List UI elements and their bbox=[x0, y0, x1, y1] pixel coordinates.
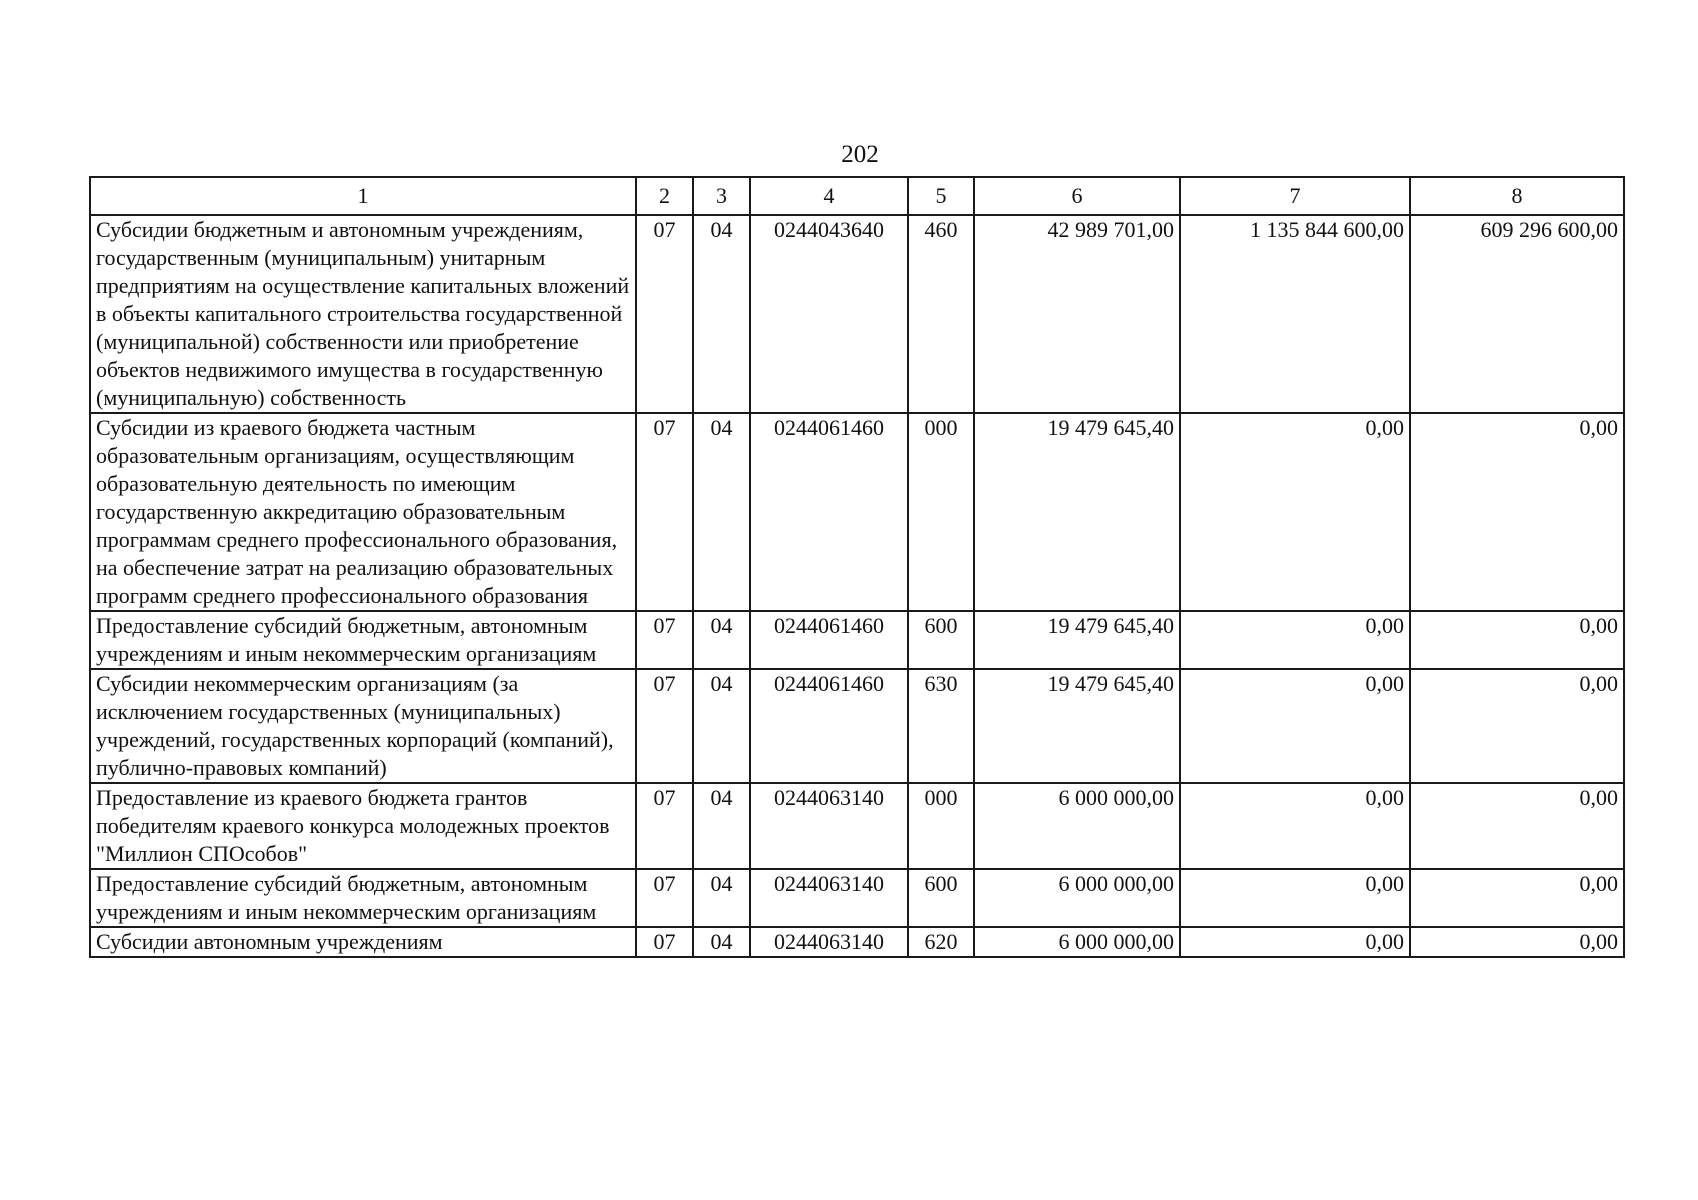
table-row bbox=[90, 215, 1624, 413]
table-row bbox=[90, 927, 1624, 957]
row-name: Субсидии бюджетным и автономным учреждениям, государственным (муниципальным) унитарным предприятиям на осуществление капитальных вложений в объекты капитального строительства государственной (муниципальной) собственности или приобретение объектов недвижимого имущества в государственную (муниципальную) собственность bbox=[90, 215, 636, 413]
amount-column-7: 0,00 bbox=[1180, 413, 1410, 611]
row-name: Предоставление субсидий бюджетным, автономным учреждениям и иным некоммерческим организациям bbox=[90, 869, 636, 927]
row-name: Субсидии некоммерческим организациям (за исключением государственных (муниципальных) учреждений, государственных корпораций (компаний), публично-правовых компаний) bbox=[90, 669, 636, 783]
amount-column-8: 0,00 bbox=[1410, 611, 1624, 669]
target-article-code: 0244063140 bbox=[750, 783, 908, 869]
section-code: 07 bbox=[636, 413, 693, 611]
amount-column-8: 0,00 bbox=[1410, 869, 1624, 927]
amount-column-7: 0,00 bbox=[1180, 869, 1410, 927]
table-row bbox=[90, 413, 1624, 611]
subsection-code: 04 bbox=[693, 611, 750, 669]
subsection-code: 04 bbox=[693, 927, 750, 957]
expense-type-code: 600 bbox=[908, 611, 974, 669]
expense-type-code: 630 bbox=[908, 669, 974, 783]
expense-type-code: 620 bbox=[908, 927, 974, 957]
row-name: Субсидии из краевого бюджета частным образовательным организациям, осуществляющим образовательную деятельность по имеющим государственную аккредитацию образовательным программам среднего профессионального образования, на обеспечение затрат на реализацию образовательных программ среднего профессионального образования bbox=[90, 413, 636, 611]
expense-type-code: 600 bbox=[908, 869, 974, 927]
section-code: 07 bbox=[636, 215, 693, 413]
column-header-7: 7 bbox=[1180, 177, 1410, 215]
subsection-code: 04 bbox=[693, 669, 750, 783]
row-name: Предоставление субсидий бюджетным, автономным учреждениям и иным некоммерческим организациям bbox=[90, 611, 636, 669]
target-article-code: 0244061460 bbox=[750, 669, 908, 783]
amount-column-8: 0,00 bbox=[1410, 669, 1624, 783]
amount-column-8: 0,00 bbox=[1410, 413, 1624, 611]
section-code: 07 bbox=[636, 783, 693, 869]
expense-type-code: 460 bbox=[908, 215, 974, 413]
expense-type-code: 000 bbox=[908, 413, 974, 611]
amount-column-6: 19 479 645,40 bbox=[974, 611, 1180, 669]
section-code: 07 bbox=[636, 669, 693, 783]
amount-column-7: 0,00 bbox=[1180, 927, 1410, 957]
amount-column-6: 6 000 000,00 bbox=[974, 869, 1180, 927]
amount-column-6: 42 989 701,00 bbox=[974, 215, 1180, 413]
column-header-5: 5 bbox=[908, 177, 974, 215]
column-header-1: 1 bbox=[90, 177, 636, 215]
subsection-code: 04 bbox=[693, 215, 750, 413]
section-code: 07 bbox=[636, 611, 693, 669]
target-article-code: 0244043640 bbox=[750, 215, 908, 413]
amount-column-8: 0,00 bbox=[1410, 783, 1624, 869]
amount-column-6: 19 479 645,40 bbox=[974, 413, 1180, 611]
page-number: 202 bbox=[841, 141, 879, 168]
section-code: 07 bbox=[636, 869, 693, 927]
target-article-code: 0244061460 bbox=[750, 413, 908, 611]
subsection-code: 04 bbox=[693, 869, 750, 927]
table-row bbox=[90, 611, 1624, 669]
amount-column-8: 0,00 bbox=[1410, 927, 1624, 957]
target-article-code: 0244063140 bbox=[750, 869, 908, 927]
budget-table bbox=[89, 176, 1625, 958]
amount-column-6: 6 000 000,00 bbox=[974, 783, 1180, 869]
column-header-2: 2 bbox=[636, 177, 693, 215]
column-header-8: 8 bbox=[1410, 177, 1624, 215]
amount-column-7: 0,00 bbox=[1180, 669, 1410, 783]
amount-column-7: 1 135 844 600,00 bbox=[1180, 215, 1410, 413]
expense-type-code: 000 bbox=[908, 783, 974, 869]
section-code: 07 bbox=[636, 927, 693, 957]
table-row bbox=[90, 783, 1624, 869]
amount-column-8: 609 296 600,00 bbox=[1410, 215, 1624, 413]
amount-column-6: 19 479 645,40 bbox=[974, 669, 1180, 783]
row-name: Предоставление из краевого бюджета грантов победителям краевого конкурса молодежных проектов "Миллион СПОсобов" bbox=[90, 783, 636, 869]
row-name: Субсидии автономным учреждениям bbox=[90, 927, 636, 957]
target-article-code: 0244061460 bbox=[750, 611, 908, 669]
table-row bbox=[90, 869, 1624, 927]
amount-column-7: 0,00 bbox=[1180, 611, 1410, 669]
subsection-code: 04 bbox=[693, 413, 750, 611]
column-header-6: 6 bbox=[974, 177, 1180, 215]
header-row bbox=[90, 177, 1624, 215]
amount-column-6: 6 000 000,00 bbox=[974, 927, 1180, 957]
target-article-code: 0244063140 bbox=[750, 927, 908, 957]
column-header-3: 3 bbox=[693, 177, 750, 215]
table-row bbox=[90, 669, 1624, 783]
column-header-4: 4 bbox=[750, 177, 908, 215]
subsection-code: 04 bbox=[693, 783, 750, 869]
amount-column-7: 0,00 bbox=[1180, 783, 1410, 869]
